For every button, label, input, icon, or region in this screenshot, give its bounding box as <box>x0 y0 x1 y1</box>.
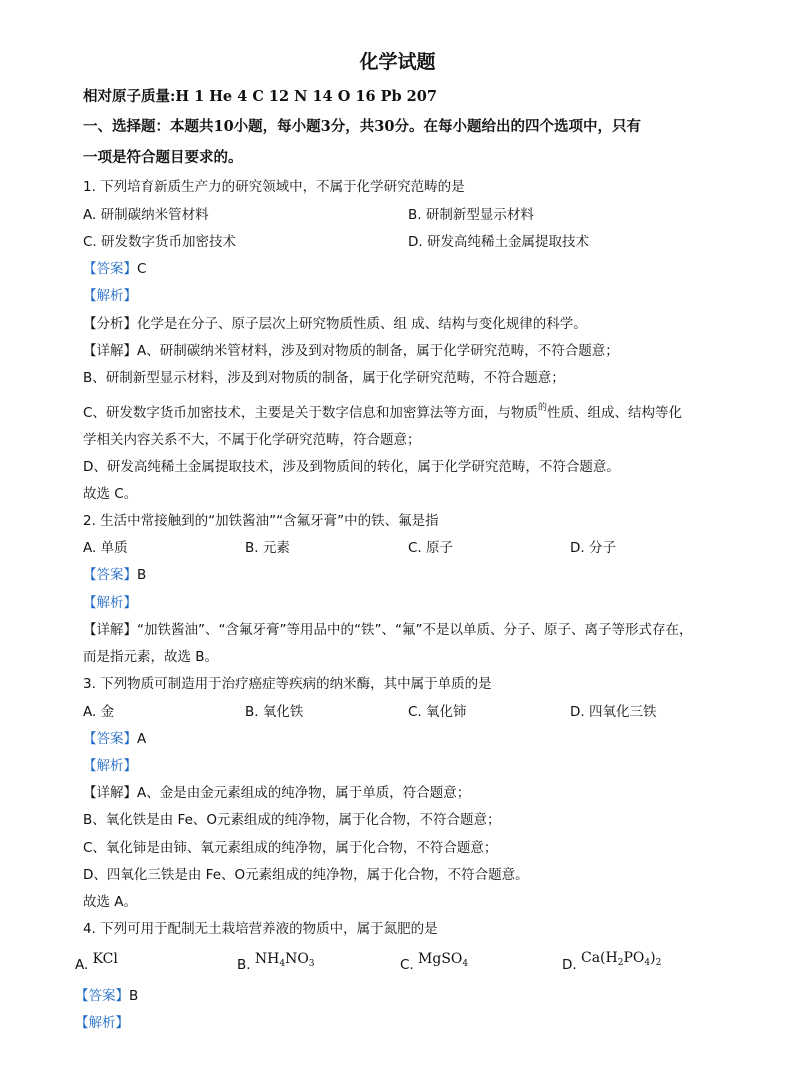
q1-option-c: C. 研发数字货币加密技术 <box>83 234 237 250</box>
q1-detail-d: D、研发高纯稀土金属提取技术，涉及到物质间的转化，属于化学研究范畴，不符合题意。 <box>83 459 620 475</box>
q3-option-b: B. 氧化铁 <box>245 704 304 720</box>
q1-option-a: A. 研制碳纳米管材料 <box>83 207 209 223</box>
page-title: 化学试题 <box>359 51 436 73</box>
q3-option-a: A. 金 <box>83 704 115 720</box>
q2-option-a: A. 单质 <box>83 540 128 556</box>
q4-option-b <box>237 951 315 979</box>
q4-answer: B <box>129 988 139 1004</box>
q3-answer: A <box>137 731 147 747</box>
q4-option-a <box>75 951 118 974</box>
q2-answer: B <box>137 567 147 583</box>
q3-detail-a: 【详解】A、金是由金元素组成的纯净物，属于单质，符合题意； <box>83 785 471 801</box>
q2-detail-2: 而是指元素，故选 B。 <box>83 649 219 665</box>
q1-answer-row <box>83 260 146 278</box>
q4-option-d-formula: $Ca(H_2PO_4)_2$ <box>580 950 662 968</box>
q2-detail-1: 【详解】“加铁酱油”、“含氟牙膏”等用品中的“铁”、“氟”不是以单质、分子、原子、离子等形式存在， <box>83 622 693 638</box>
q3-analysis-label: 【解析】 <box>83 758 137 774</box>
q3-answer-row <box>83 730 146 748</box>
q3-detail-b: B、氧化铁是由 Fe、O元素组成的纯净物，属于化合物，不符合题意； <box>83 812 501 828</box>
answer-label: 【答案】 <box>83 731 137 747</box>
q1-analysis: 【分析】化学是在分子、原子层次上研究物质性质、组 成、结构与变化规律的科学。 <box>83 316 587 332</box>
q1-detail-b: B、研制新型显示材料，涉及到对物质的制备，属于化学研究范畴，不符合题意； <box>83 370 565 386</box>
q2-stem: 2. 生活中常接触到的“加铁酱油”“含氟牙膏”中的铁、氟是指 <box>83 513 439 529</box>
atomic-masses: 相对原子质量:H 1 He 4 C 12 N 14 O 16 Pb 207 <box>83 88 437 105</box>
q4-answer-row <box>75 987 138 1005</box>
q4-option-d-label: D. <box>562 957 577 973</box>
q1-option-d: D. 研发高纯稀土金属提取技术 <box>408 234 589 250</box>
q3-stem: 3. 下列物质可制造用于治疗癌症等疾病的纳米酶，其中属于单质的是 <box>83 676 492 692</box>
q2-option-d: D. 分子 <box>570 540 616 556</box>
q4-option-a-label: A. <box>75 957 89 973</box>
answer-label: 【答案】 <box>83 261 137 277</box>
q1-detail-c-small-char: 的 <box>537 403 547 413</box>
q4-stem: 4. 下列可用于配制无土栽培营养液的物质中，属于氮肥的是 <box>83 921 438 937</box>
q1-detail-c-line2: 学相关内容关系不大，不属于化学研究范畴，符合题意； <box>83 432 421 448</box>
q3-conclusion: 故选 A。 <box>83 894 138 910</box>
q1-answer: C <box>137 261 147 277</box>
section-heading-line1: 一、选择题：本题共10小题，每小题3分，共30分。在每小题给出的四个选项中，只有 <box>83 118 641 135</box>
q3-option-d: D. 四氧化三铁 <box>570 704 657 720</box>
q4-option-b-formula: $NH_4NO_3$ <box>254 951 315 969</box>
q1-option-b: B. 研制新型显示材料 <box>408 207 534 223</box>
answer-label: 【答案】 <box>75 988 129 1004</box>
q1-conclusion: 故选 C。 <box>83 486 138 502</box>
q1-detail-c-part1: C、研发数字货币加密技术，主要是关于数字信息和加密算法等方面，与物质 <box>83 405 538 421</box>
q2-option-c: C. 原子 <box>408 540 454 556</box>
answer-label: 【答案】 <box>83 567 137 583</box>
q3-option-c: C. 氧化铈 <box>408 704 467 720</box>
q4-option-c <box>400 951 469 979</box>
q4-option-d <box>562 950 662 979</box>
q2-option-b: B. 元素 <box>245 540 290 556</box>
q4-option-b-label: B. <box>237 957 251 973</box>
q1-stem: 1. 下列培育新质生产力的研究领域中，不属于化学研究范畴的是 <box>83 179 465 195</box>
section-heading-line2: 一项是符合题目要求的。 <box>83 149 243 166</box>
q1-detail-c-line1 <box>83 404 682 424</box>
q4-analysis-label: 【解析】 <box>75 1015 129 1031</box>
q1-detail-c-part2: 性质、组成、结构等化 <box>546 405 682 421</box>
q3-detail-d: D、四氧化三铁是由 Fe、O元素组成的纯净物，属于化合物，不符合题意。 <box>83 867 529 883</box>
q4-option-a-formula: KCl <box>92 951 118 967</box>
q1-detail-a: 【详解】A、研制碳纳米管材料，涉及到对物质的制备，属于化学研究范畴，不符合题意； <box>83 343 619 359</box>
q2-analysis-label: 【解析】 <box>83 595 137 611</box>
q2-answer-row <box>83 566 146 584</box>
q1-analysis-label: 【解析】 <box>83 288 137 304</box>
q4-option-c-label: C. <box>400 957 414 973</box>
q4-option-c-formula: MgSO$_4$ <box>418 951 469 969</box>
q3-detail-c: C、氧化铈是由铈、氧元素组成的纯净物，属于化合物，不符合题意； <box>83 840 498 856</box>
